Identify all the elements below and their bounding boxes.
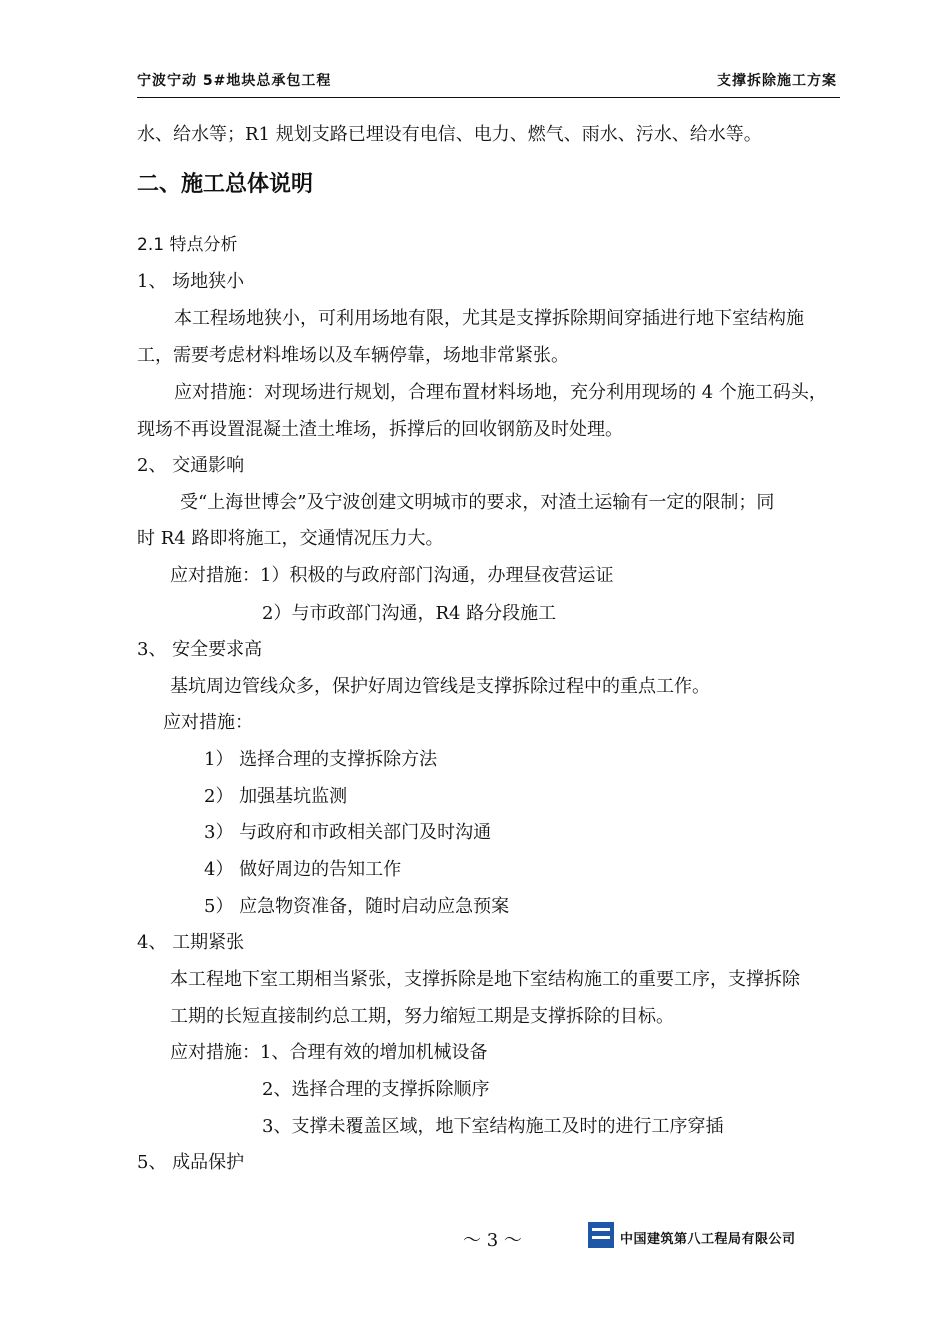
paragraph-line: 基坑周边管线众多，保护好周边管线是支撑拆除过程中的重点工作。 xyxy=(170,676,710,697)
paragraph-line: 应对措施：对现场进行规划，合理布置材料场地，充分利用现场的 4 个施工码头， xyxy=(174,382,827,403)
measure-line: 应对措施：1、合理有效的增加机械设备 xyxy=(170,1042,488,1063)
measure-line: 2、选择合理的支撑拆除顺序 xyxy=(262,1079,490,1100)
item-title: 1、 场地狭小 xyxy=(137,271,245,292)
paragraph-line: 受“上海世博会”及宁波创建文明城市的要求，对渣土运输有一定的限制；同 xyxy=(180,492,775,513)
paragraph-line: 现场不再设置混凝土渣土堆场，拆撑后的回收钢筋及时处理。 xyxy=(137,419,623,440)
measure-line: 5） 应急物资准备，随时启动应急预案 xyxy=(204,896,510,917)
intro-line: 水、给水等；R1 规划支路已埋设有电信、电力、燃气、雨水、污水、给水等。 xyxy=(137,124,762,145)
company-name: 中国建筑第八工程局有限公司 xyxy=(620,1232,796,1247)
subsection-title: 2.1 特点分析 xyxy=(137,235,238,255)
measure-line: 应对措施：1）积极的与政府部门沟通，办理昼夜营运证 xyxy=(170,565,614,586)
measure-line: 1） 选择合理的支撑拆除方法 xyxy=(204,749,438,770)
measure-label: 应对措施： xyxy=(163,712,253,733)
header-rule xyxy=(137,97,840,98)
item-title: 2、 交通影响 xyxy=(137,455,245,476)
paragraph-line: 本工程地下室工期相当紧张，支撑拆除是地下室结构施工的重要工序，支撑拆除 xyxy=(170,969,800,990)
item-title: 3、 安全要求高 xyxy=(137,639,263,660)
measure-line: 2） 加强基坑监测 xyxy=(204,786,348,807)
measure-line: 3、支撑未覆盖区域，地下室结构施工及时的进行工序穿插 xyxy=(262,1116,724,1137)
company-logo-icon xyxy=(588,1222,614,1248)
header-document-title: 支撑拆除施工方案 xyxy=(717,73,837,89)
paragraph-line: 工，需要考虑材料堆场以及车辆停靠，场地非常紧张。 xyxy=(137,345,569,366)
measure-line: 3） 与政府和市政相关部门及时沟通 xyxy=(204,822,492,843)
paragraph-line: 时 R4 路即将施工，交通情况压力大。 xyxy=(137,528,444,549)
measure-line: 4） 做好周边的告知工作 xyxy=(204,859,402,880)
section-title: 二、施工总体说明 xyxy=(137,172,314,197)
paragraph-line: 本工程场地狭小，可利用场地有限，尤其是支撑拆除期间穿插进行地下室结构施 xyxy=(174,308,804,329)
item-title: 5、 成品保护 xyxy=(137,1152,245,1173)
header-project-title: 宁波宁动 5#地块总承包工程 xyxy=(137,73,332,89)
paragraph-line: 工期的长短直接制约总工期，努力缩短工期是支撑拆除的目标。 xyxy=(170,1006,674,1027)
page-number: ～ 3 ～ xyxy=(463,1230,522,1251)
item-title: 4、 工期紧张 xyxy=(137,932,245,953)
measure-line: 2）与市政部门沟通，R4 路分段施工 xyxy=(262,603,557,624)
